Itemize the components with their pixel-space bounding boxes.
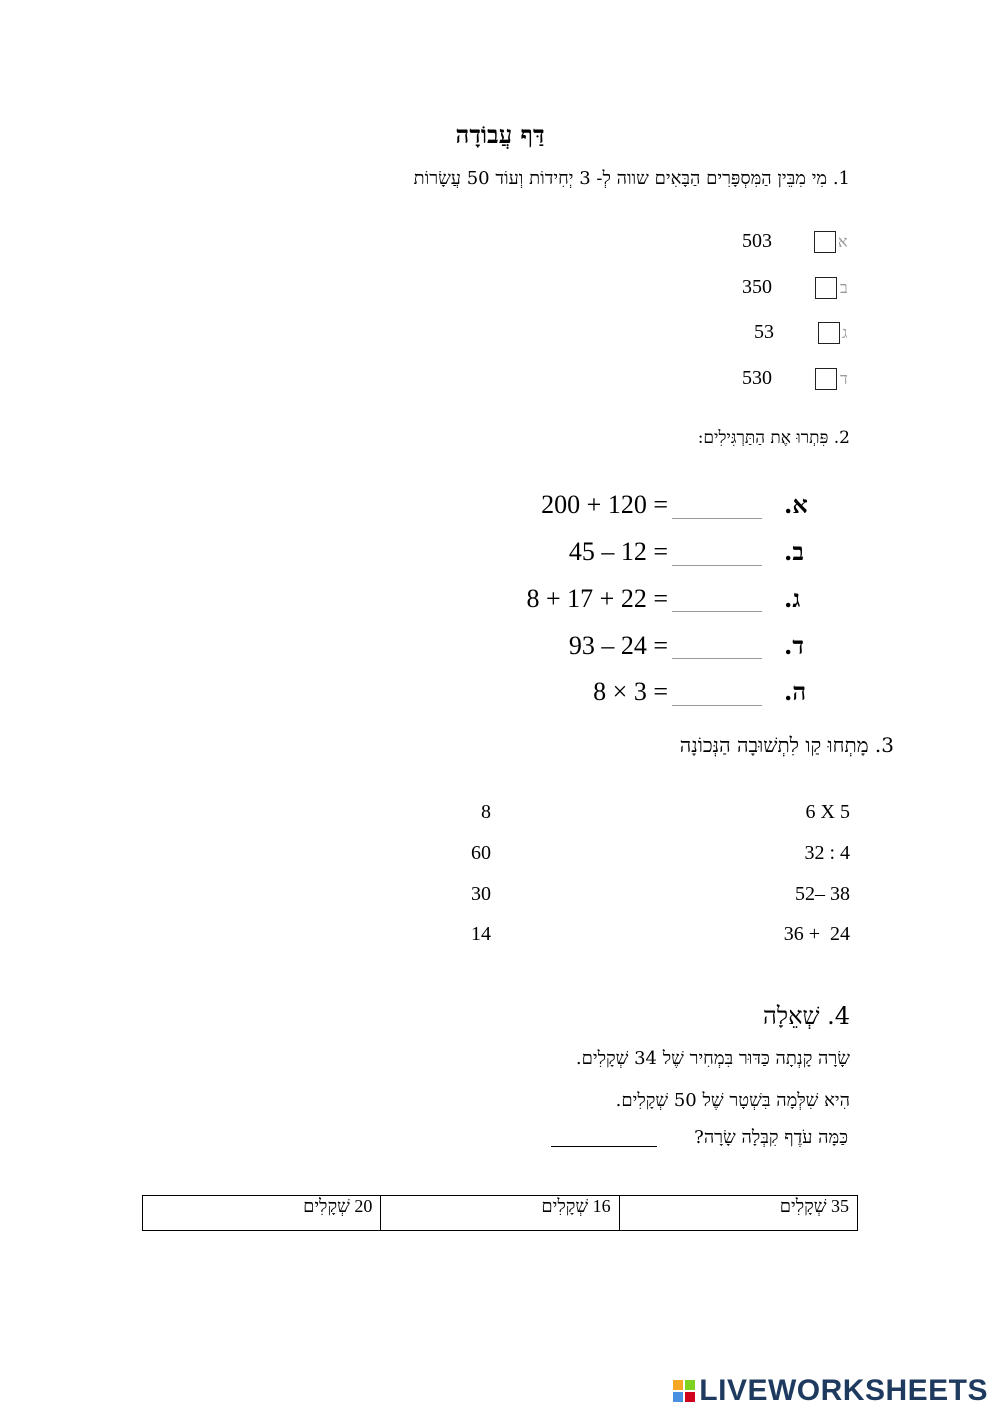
liveworksheets-logo	[673, 1374, 988, 1408]
question-4-label: 4. שְׁאֵלָה	[763, 1002, 850, 1030]
question-4-answer-options	[142, 1195, 858, 1231]
exercise-letter: ד.	[784, 631, 804, 660]
option-value: 350	[742, 276, 772, 298]
question-3-label: 3. מָתְחוּ קַו לִתְשׁוּבָה הַנְּכוֹנָה	[679, 733, 894, 757]
match-answer[interactable]: 14	[471, 923, 491, 945]
exercise-answer-input[interactable]	[672, 611, 762, 612]
question-4-line: כַּמָּה עֹדֶף קִבְּלָה שָׂרָה?	[694, 1127, 848, 1148]
option-letter: ב	[840, 278, 848, 297]
answer-option[interactable]: 35 שְׁקָלִים	[619, 1196, 857, 1231]
option-letter: ג	[842, 323, 848, 342]
option-value: 503	[742, 230, 772, 252]
question-2-label: 2. פִּתְרוּ אֶת הַתַּרְגִּילִים:	[697, 428, 850, 448]
answer-option[interactable]: 20 שְׁקָלִים	[143, 1196, 381, 1231]
match-expression[interactable]: 52– 38	[795, 883, 850, 905]
option-letter: א	[838, 232, 848, 251]
exercise-letter: א.	[784, 490, 808, 519]
match-expression[interactable]: 36 + 24	[783, 923, 850, 945]
logo-square	[673, 1380, 683, 1390]
exercise-expression: 8 + 17 + 22 =	[526, 584, 668, 613]
logo-square	[673, 1392, 683, 1402]
exercise-letter: ב.	[784, 537, 804, 566]
exercise-answer-input[interactable]	[672, 565, 762, 566]
option-checkbox-b[interactable]	[815, 277, 837, 299]
match-answer[interactable]: 30	[471, 883, 491, 905]
option-value: 530	[742, 367, 772, 389]
exercise-expression: 200 + 120 =	[541, 490, 668, 519]
question-4-line: הִיא שִׁלְּמָה בִּשְׁטָר שֶׁל 50 שְׁקָלִים.	[615, 1090, 850, 1111]
exercise-answer-input[interactable]	[672, 658, 762, 659]
option-value: 53	[754, 321, 774, 343]
match-answer[interactable]: 8	[481, 801, 491, 823]
exercise-letter: ה.	[784, 677, 807, 706]
exercise-answer-input[interactable]	[672, 518, 762, 519]
page-title: דַּף עֲבוֹדָה	[455, 120, 545, 149]
option-letter: ד	[840, 369, 848, 388]
option-checkbox-c[interactable]	[818, 322, 840, 344]
match-answer[interactable]: 60	[471, 842, 491, 864]
exercise-expression: 8 × 3 =	[593, 677, 668, 706]
logo-square	[685, 1392, 695, 1402]
logo-text: LIVEWORKSHEETS	[699, 1374, 988, 1407]
exercise-answer-input[interactable]	[672, 705, 762, 706]
answer-option[interactable]: 16 שְׁקָלִים	[381, 1196, 619, 1231]
logo-mark-icon	[673, 1380, 695, 1402]
question-1-label: 1. מִי מִבֵּין הַמִּסְפָּרִים הַבָּאִים שווה לְ- 3 יְחִידוֹת וְעוֹד 50 עֲשָׂרוֹת	[413, 168, 850, 189]
option-checkbox-a[interactable]	[814, 231, 836, 253]
question-4-line: שָׂרָה קָנְתָה כַּדּוּר בִּמְחִיר שֶׁל 34 שְׁקָלִים.	[575, 1048, 850, 1069]
logo-square	[685, 1380, 695, 1390]
exercise-letter: ג.	[784, 584, 801, 613]
exercise-expression: 93 – 24 =	[568, 631, 668, 660]
option-checkbox-d[interactable]	[815, 368, 837, 390]
question-4-answer-input[interactable]	[551, 1146, 657, 1147]
match-expression[interactable]: 6 X 5	[805, 801, 850, 823]
exercise-expression: 45 – 12 =	[568, 537, 668, 566]
match-expression[interactable]: 32 : 4	[804, 842, 850, 864]
